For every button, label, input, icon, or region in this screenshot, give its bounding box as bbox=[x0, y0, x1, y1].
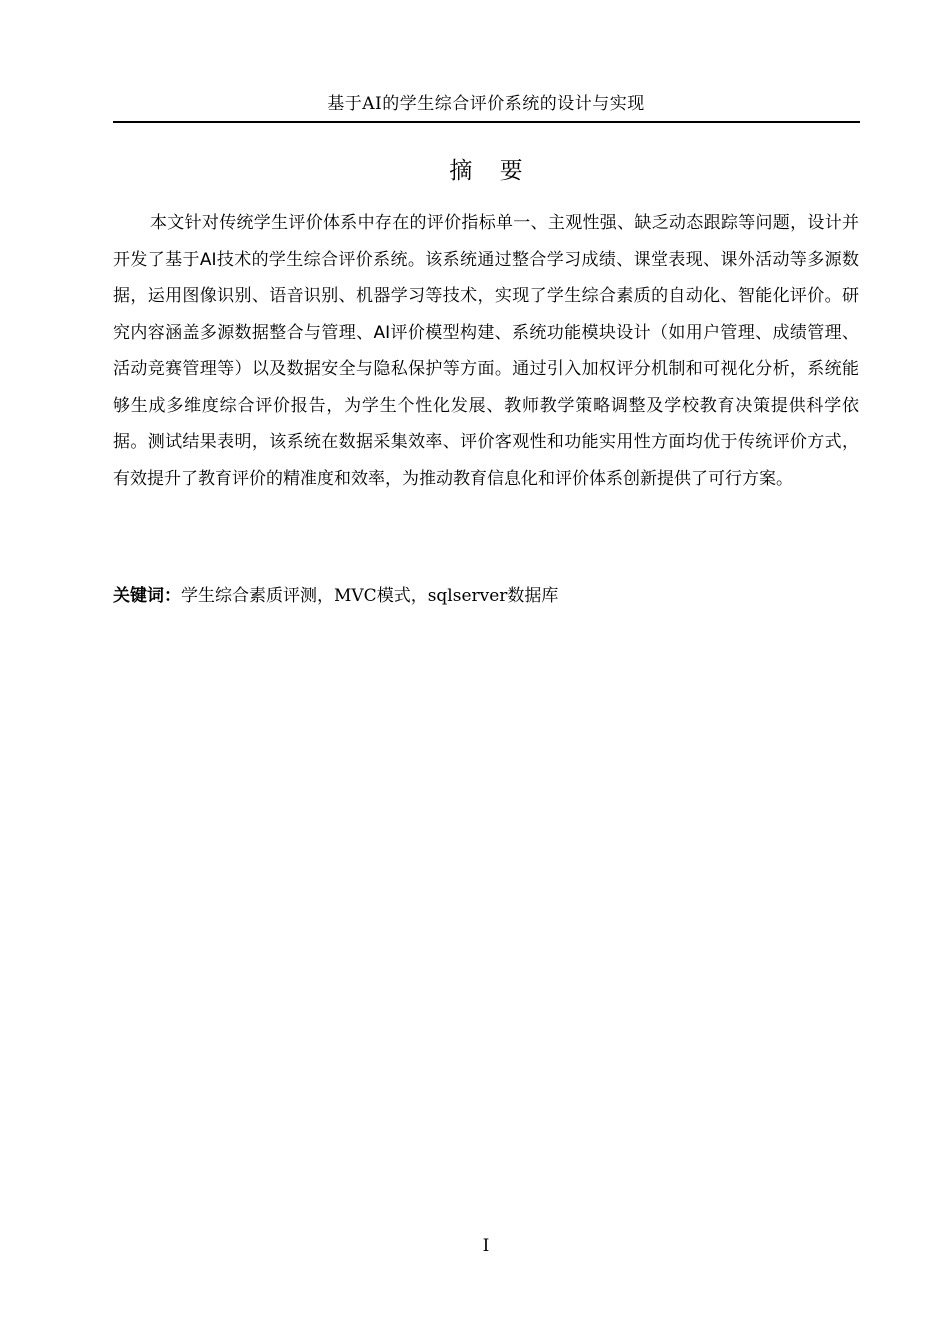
keywords-line bbox=[113, 578, 859, 614]
running-header: 基于AI的学生综合评价系统的设计与实现 bbox=[327, 94, 645, 114]
abstract-body: 本文针对传统学生评价体系中存在的评价指标单一、主观性强、缺乏动态跟踪等问题，设计并开发了基于AI技术的学生综合评价系统。该系统通过整合学习成绩、课堂表现、课外活动等多源数据，运用图像识别、语音识别、机器学习等技术，实现了学生综合素质的自动化、智能化评价。研究内容涵盖多源数据整合与管理、AI评价模型构建、系统功能模块设计（如用户管理、成绩管理、活动竞赛管理等）以及数据安全与隐私保护等方面。通过引入加权评分机制和可视化分析，系统能够生成多维度综合评价报告，为学生个性化发展、教师教学策略调整及学校教育决策提供科学依据。测试结果表明，该系统在数据采集效率、评价客观性和功能实用性方面均优于传统评价方式，有效提升了教育评价的精准度和效率，为推动教育信息化和评价体系创新提供了可行方案。 bbox=[113, 213, 859, 489]
header-rule bbox=[113, 121, 860, 123]
abstract-title: 摘 要 bbox=[449, 158, 533, 184]
keywords-label: 关键词： bbox=[113, 586, 181, 606]
keywords-value: 学生综合素质评测，MVC模式，sqlserver数据库 bbox=[181, 586, 559, 606]
page-number: I bbox=[482, 1236, 490, 1256]
